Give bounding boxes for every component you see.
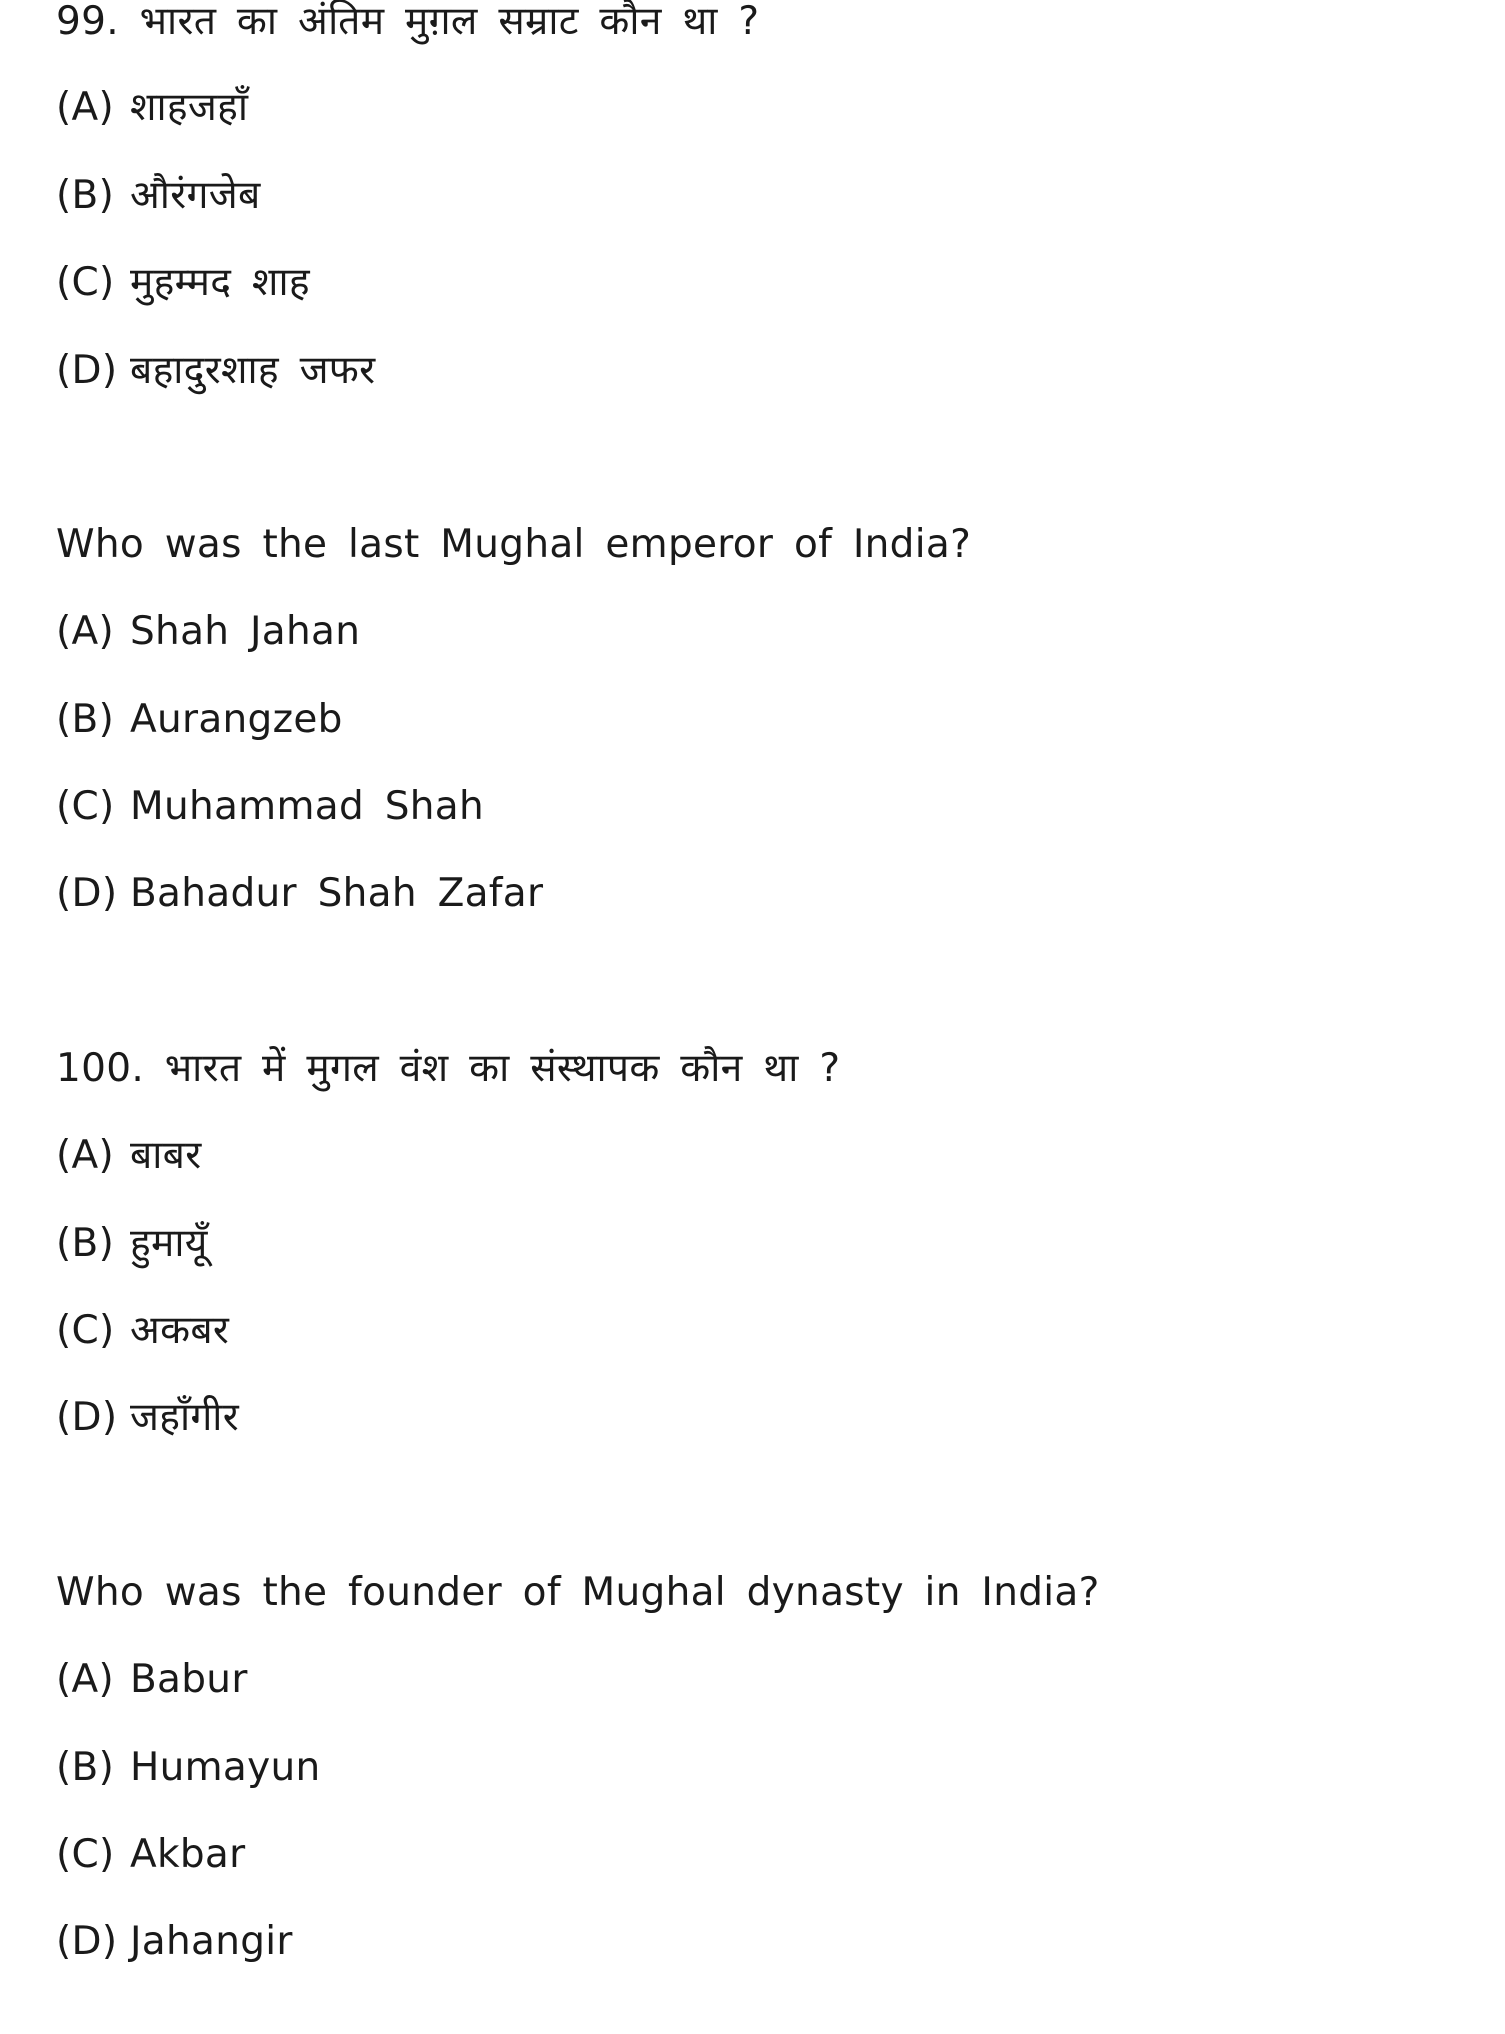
option-c xyxy=(56,783,484,831)
option-d xyxy=(56,347,375,395)
option-text: Jahangir xyxy=(130,1919,293,1964)
option-b xyxy=(56,1220,208,1268)
option-letter: (D) xyxy=(56,871,118,916)
option-letter: (D) xyxy=(56,1919,118,1964)
option-letter: (A) xyxy=(56,1657,115,1702)
option-text: अकबर xyxy=(130,1308,230,1353)
option-text: जहाँगीर xyxy=(130,1395,239,1440)
option-text: Bahadur Shah Zafar xyxy=(130,871,544,916)
option-letter: (C) xyxy=(56,1308,115,1353)
question-99-english xyxy=(56,521,971,569)
option-letter: (B) xyxy=(56,1221,115,1266)
question-text: Who was the last Mughal emperor of India? xyxy=(56,522,972,567)
option-d xyxy=(56,1394,239,1442)
option-d xyxy=(56,1918,293,1966)
option-letter: (D) xyxy=(56,1395,118,1440)
option-letter: (B) xyxy=(56,1745,115,1790)
option-letter: (A) xyxy=(56,85,115,130)
option-letter: (A) xyxy=(56,609,115,654)
option-text: Muhammad Shah xyxy=(130,784,485,829)
option-text: मुहम्मद शाह xyxy=(130,260,310,305)
option-text: Shah Jahan xyxy=(130,609,361,654)
option-letter: (C) xyxy=(56,1832,115,1877)
option-a xyxy=(56,608,360,656)
option-text: Akbar xyxy=(130,1832,246,1877)
option-text: शाहजहाँ xyxy=(130,85,249,130)
option-b xyxy=(56,172,261,220)
option-text: औरंगजेब xyxy=(130,173,261,218)
option-b xyxy=(56,1744,321,1792)
option-text: बाबर xyxy=(130,1133,202,1178)
option-text: हुमायूँ xyxy=(130,1221,208,1266)
option-text: Humayun xyxy=(130,1745,321,1790)
option-b xyxy=(56,696,343,744)
option-letter: (A) xyxy=(56,1133,115,1178)
option-text: बहादुरशाह जफर xyxy=(130,348,376,393)
question-100-hindi xyxy=(56,1045,840,1093)
option-text: Babur xyxy=(130,1657,248,1702)
question-text: भारत में मुगल वंश का संस्थापक कौन था ? xyxy=(164,1046,841,1091)
option-a xyxy=(56,84,248,132)
question-text: भारत का अंतिम मुग़ल सम्राट कौन था ? xyxy=(139,0,760,44)
option-a xyxy=(56,1656,248,1704)
option-d xyxy=(56,870,543,918)
question-number: 100. xyxy=(56,1046,145,1091)
option-letter: (B) xyxy=(56,173,115,218)
option-letter: (B) xyxy=(56,697,115,742)
option-letter: (D) xyxy=(56,348,118,393)
question-number: 99. xyxy=(56,0,119,44)
option-a xyxy=(56,1132,202,1180)
option-letter: (C) xyxy=(56,260,115,305)
option-letter: (C) xyxy=(56,784,115,829)
question-100-english xyxy=(56,1569,1100,1617)
question-text: Who was the founder of Mughal dynasty in India? xyxy=(56,1570,1100,1615)
option-c xyxy=(56,1831,245,1879)
option-c xyxy=(56,1307,229,1355)
option-text: Aurangzeb xyxy=(130,697,343,742)
question-99-hindi xyxy=(56,0,759,46)
option-c xyxy=(56,259,310,307)
